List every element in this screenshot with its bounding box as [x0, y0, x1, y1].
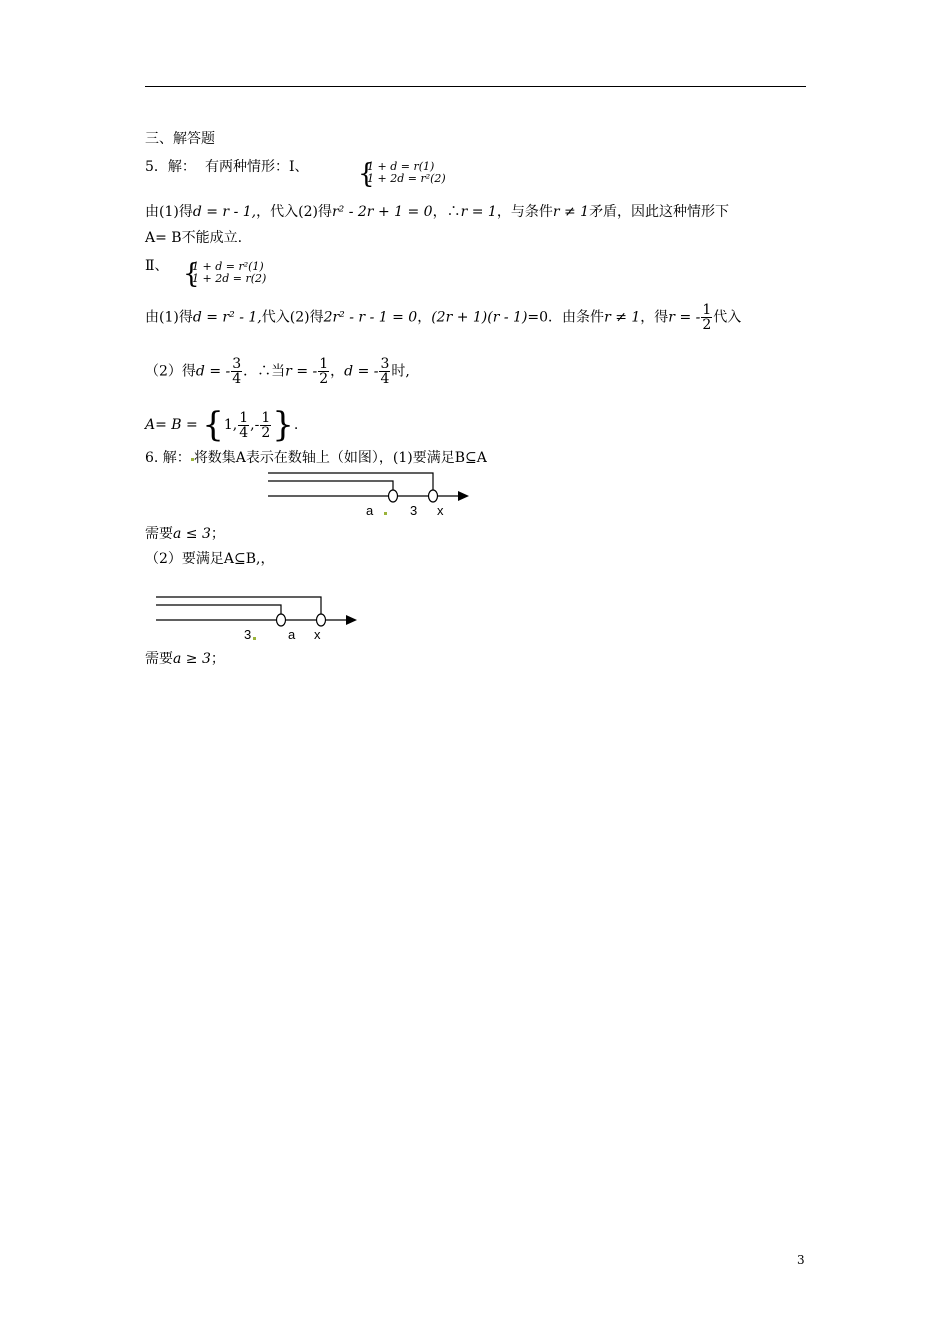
case2-eq1: 1 + d = r²(1) [192, 260, 264, 273]
q5-line2: A= B不能成立. [145, 230, 243, 246]
text: （2）得 [145, 363, 196, 380]
math-quadratic: 2r² - r - 1 = 0 [323, 309, 418, 326]
q6-line1 [145, 449, 487, 467]
math-factored: (2r + 1)(r - 1) [431, 309, 528, 326]
math-inequality: a ≤ 3 [173, 526, 211, 542]
fraction [260, 411, 271, 440]
marker-dot [253, 637, 256, 640]
text: ．∴当 [243, 363, 286, 380]
fraction [238, 411, 249, 440]
text: . [293, 417, 299, 433]
q6-need1 [145, 525, 225, 543]
q5-line4 [145, 357, 410, 386]
header-rule [145, 86, 806, 87]
marker-dot [384, 512, 387, 515]
text: 代入(2)得 [261, 309, 324, 326]
denominator: 4 [380, 371, 390, 387]
text: ，与条件 [496, 204, 553, 220]
case1-eq2: 1 + 2d = r²(2) [367, 172, 446, 185]
math-r-eq: r = - [668, 309, 701, 326]
math-set-eq: A= B = [145, 417, 198, 433]
number-line-2 [153, 590, 363, 630]
axis2-label-x: x [314, 627, 321, 642]
text: ； [210, 651, 225, 667]
case2-eq2: 1 + 2d = r(2) [192, 272, 267, 285]
section-title: 三、解答题 [145, 131, 215, 147]
text: 由(1)得 [145, 309, 193, 326]
case1-system [358, 158, 478, 190]
case2-system [183, 258, 323, 290]
q5-intro: 有两种情形：Ⅰ、 [205, 159, 309, 175]
text: ， [417, 309, 432, 326]
text: 时, [391, 363, 410, 380]
math-quadratic: r² - 2r + 1 = 0 [331, 204, 433, 220]
q5-label: 5．解： [145, 159, 196, 175]
numerator: 1 [702, 302, 712, 318]
text: 需要 [145, 526, 173, 542]
text: ，代入(2)得 [256, 204, 332, 220]
math-d-eq: d = - [344, 363, 379, 380]
text: ， [330, 363, 345, 380]
text: =0．由条件 [527, 309, 605, 326]
text: ，∴ [432, 204, 461, 220]
page-number: 3 [797, 1253, 805, 1267]
math-d-eq: d = - [195, 363, 231, 380]
math-d-eq: d = r - 1, [192, 204, 257, 220]
set-separator: ,- [250, 417, 260, 433]
text: 代入 [713, 309, 742, 326]
case1-eq1: 1 + d = r(1) [367, 160, 435, 173]
left-brace: { [202, 405, 224, 445]
text: 由(1)得 [145, 204, 193, 220]
denominator: 2 [261, 424, 271, 441]
math-d-eq: d = r² - 1, [192, 309, 262, 326]
math-r-neq: r ≠ 1 [604, 309, 641, 326]
text: 矛盾，因此这种情形下 [589, 204, 730, 220]
axis2-label-3: 3 [244, 627, 252, 642]
numerator: 3 [380, 356, 390, 372]
case2-label: Ⅱ、 [145, 258, 169, 274]
denominator: 2 [319, 371, 329, 387]
fraction [318, 357, 329, 386]
q6-need2 [145, 650, 225, 668]
text: ； [210, 526, 225, 542]
numerator: 1 [261, 409, 271, 426]
q6-text1: 将数集A表示在数轴上（如图），(1)要满足B⊆A [193, 450, 487, 466]
fraction [379, 357, 390, 386]
right-brace: } [272, 405, 294, 445]
text: ，得 [640, 309, 669, 326]
fraction [231, 357, 242, 386]
math-inequality: a ≥ 3 [173, 651, 211, 667]
q5-line5 [145, 405, 299, 445]
math-r-neq: r ≠ 1 [552, 204, 590, 220]
q5-line1 [145, 203, 729, 221]
text: 需要 [145, 651, 173, 667]
axis1-label-x: x [437, 503, 444, 518]
q5-line3 [145, 303, 741, 332]
q6-line2: （2）要满足A⊆B,， [145, 551, 275, 567]
numerator: 1 [239, 409, 249, 426]
math-r-eq: r = 1 [460, 204, 497, 220]
denominator: 2 [702, 317, 712, 333]
math-r-eq: r = - [285, 363, 318, 380]
system-brace: { [358, 158, 375, 190]
fraction [701, 303, 712, 332]
denominator: 4 [232, 371, 242, 387]
axis1-label-3: 3 [410, 503, 418, 518]
set-element: 1, [223, 417, 238, 433]
q6-label: 6. 解： [145, 450, 191, 466]
denominator: 4 [239, 424, 249, 441]
number-line-1 [265, 468, 475, 508]
numerator: 3 [232, 356, 242, 372]
numerator: 1 [319, 356, 329, 372]
system-brace: { [183, 258, 200, 290]
axis2-label-a: a [288, 627, 296, 642]
axis1-label-a: a [366, 503, 374, 518]
